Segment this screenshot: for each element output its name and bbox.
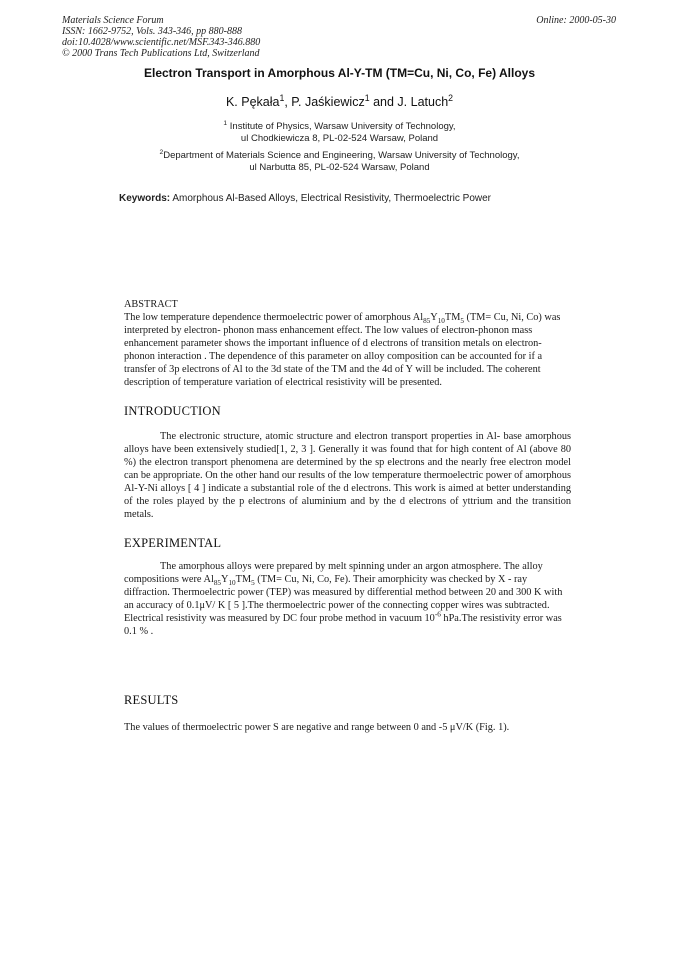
copyright-line: © 2000 Trans Tech Publications Ltd, Switzerland — [62, 48, 260, 59]
author-name: K. Pękała — [225, 95, 280, 109]
author-name: P. Jaśkiewicz — [291, 95, 365, 109]
online-date: Online: 2000-05-30 — [536, 15, 616, 26]
subscript: 10 — [228, 579, 236, 588]
abstract-text: TM — [444, 312, 461, 323]
keywords-label: Keywords: — [119, 193, 171, 204]
experimental-heading: EXPERIMENTAL — [124, 536, 222, 550]
subscript: 10 — [437, 317, 445, 326]
subscript: 85 — [213, 579, 222, 588]
doi-line: doi:10.4028/www.scientific.net/MSF.343-346.880 — [62, 37, 261, 48]
abstract-heading: ABSTRACT — [124, 299, 178, 310]
author-name: J. Latuch — [397, 95, 449, 109]
introduction-heading: INTRODUCTION — [124, 404, 221, 418]
affiliation-line: ul Chodkiewicza 8, PL-02-524 Warsaw, Poland — [240, 133, 439, 144]
affiliation-mark: 1 — [279, 92, 285, 103]
issn-line: ISSN: 1662-9752, Vols. 343-346, pp 880-888 — [62, 26, 242, 37]
results-section — [124, 721, 571, 734]
results-heading: RESULTS — [124, 693, 179, 707]
experimental-section — [124, 560, 571, 638]
abstract-paragraph — [124, 311, 571, 389]
experimental-paragraph — [124, 560, 571, 638]
journal-header — [62, 15, 260, 59]
journal-name: Materials Science Forum — [62, 15, 164, 26]
experimental-text: The amorphous alloys were prepared by melt spinning under an argon atmosphere. The alloy compositions were Al — [124, 561, 543, 585]
affiliation-mark: 1 — [364, 92, 370, 103]
introduction-paragraph: The electronic structure, atomic structure and electron transport properties in Al- base amorphous alloys have been extensively studied[1, 2, 3 ]. Generally it was found that for high content of Al (above 80 %) the electron transport phenomena are determined by the sp electrons and the nearly free electron model can be appropriate. On the other hand our results of the low temperature thermoelectric power of amorphous Al-Y-Ni alloys [ 4 ] indicate a substantial role of the d electrons. This work is aimed at better understanding of the roles played by the p electrons of aluminium and by the d electrons of yttrium and the transition metals. — [124, 431, 571, 520]
superscript: -6 — [434, 610, 441, 619]
author-list: K. Pękała$^1$, P. Jaśkiewicz$^1$ and J. Latuch$^2$ — [225, 92, 454, 109]
affiliation-2 — [62, 150, 617, 174]
keywords — [119, 193, 491, 204]
affiliation-mark: 1 — [223, 119, 228, 127]
subscript: 5 — [460, 317, 464, 326]
experimental-text: TM — [235, 574, 252, 585]
subscript: 85 — [423, 317, 431, 326]
keywords-text: Amorphous Al-Based Alloys, Electrical Resistivity, Thermoelectric Power — [172, 193, 491, 204]
affiliation-1 — [62, 121, 617, 145]
experimental-text: Y — [221, 574, 229, 585]
affiliation-mark: 2 — [448, 92, 454, 103]
abstract-section — [124, 298, 571, 389]
abstract-text: The low temperature dependence thermoelectric power of amorphous Al — [124, 312, 424, 323]
experimental-text: (TM= Cu, Ni, Co, Fe). Their amorphicity was checked by X - ray diffraction. Thermoelectric power (TEP) was measured by differential method between 20 and 300 K with an accuracy of 0.1μV/ K [ 5 ].The thermoelectric power of the connecting copper wires was subtracted. Electrical resistivity was measured by DC four probe method in vacuum 10 — [124, 574, 563, 624]
subscript: 5 — [251, 579, 255, 588]
abstract-text: (TM= Cu, Ni, Co) was interpreted by electron- phonon mass enhancement effect. The low values of electron-phonon mass enhancement parameter shows the important influence of d electrons of transition metals on electron- phonon interaction . The dependence of this parameter on alloy composition can be accounted for if a transfer of 3p electrons of Al to the 3d state of the TM and the 4d of Y will be included. The coherent description of temperature variation of electrical resistivity will be presented. — [124, 312, 561, 388]
abstract-text: Y — [430, 312, 438, 323]
introduction-section — [124, 430, 571, 521]
results-paragraph: The values of thermoelectric power S are negative and range between 0 and -5 μV/K (Fig. 1). — [124, 722, 510, 733]
affiliation-line: Department of Materials Science and Engineering, Warsaw University of Technology, — [163, 150, 520, 161]
author-conjunction: and — [373, 95, 394, 109]
paper-title: Electron Transport in Amorphous Al-Y-TM (TM=Cu, Ni, Co, Fe) Alloys — [143, 66, 535, 80]
experimental-text: hPa.The resistivity error was 0.1 % . — [124, 613, 562, 637]
affiliation-mark: 2 — [159, 148, 164, 156]
affiliation-line: Institute of Physics, Warsaw University of Technology, — [229, 121, 456, 132]
affiliation-line: ul Narbutta 85, PL-02-524 Warsaw, Poland — [249, 162, 430, 173]
